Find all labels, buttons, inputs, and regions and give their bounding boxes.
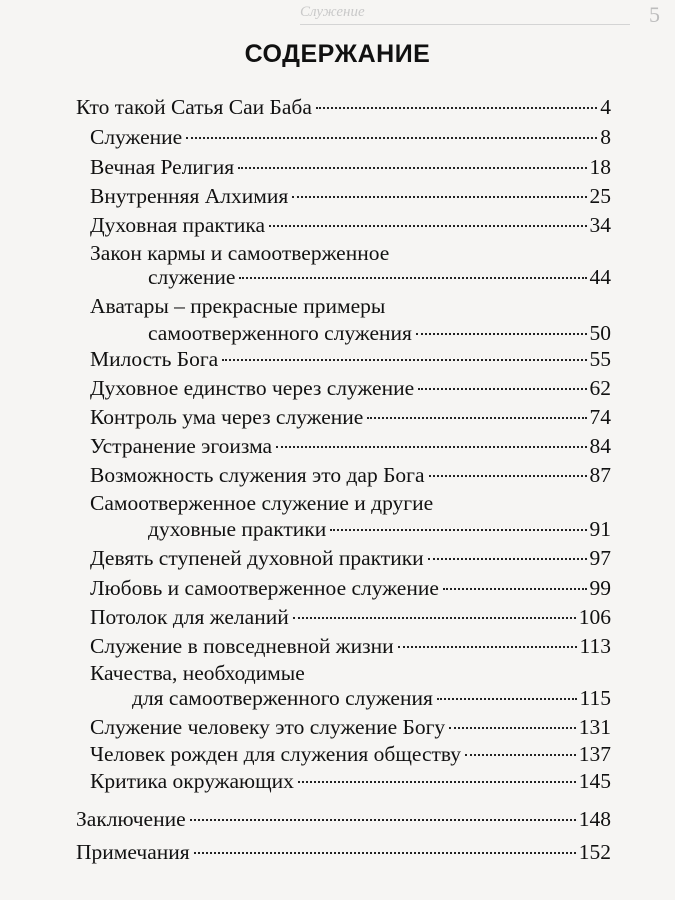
toc-entry-page: 113 <box>579 634 611 658</box>
leader-dots <box>443 588 587 590</box>
toc-entry-first-line: Закон кармы и самоотверженное <box>90 241 390 265</box>
toc-entry-conclusion[interactable] <box>76 806 611 832</box>
toc-entry-page: 18 <box>589 155 611 179</box>
toc-entry-page: 84 <box>589 434 611 458</box>
toc-entry-page: 87 <box>589 463 611 487</box>
toc-entry-page: 25 <box>589 184 611 208</box>
toc-entry-label: Милость Бога <box>90 347 219 371</box>
toc-entry-page: 148 <box>578 807 611 831</box>
toc-entry-label: Кто такой Сатья Саи Баба <box>76 95 312 119</box>
toc-entry-label: Критика окружающих <box>90 769 294 793</box>
toc-entry-chapter[interactable] <box>90 183 611 209</box>
toc-entry-notes[interactable] <box>76 839 611 865</box>
toc-entry-chapter[interactable] <box>90 154 611 180</box>
toc-entry-chapter[interactable] <box>90 714 611 740</box>
leader-dots <box>194 852 576 854</box>
bleed-through-header <box>300 2 660 27</box>
leader-dots <box>367 417 586 419</box>
toc-entry-page: 50 <box>589 321 611 345</box>
leader-dots <box>292 196 586 198</box>
toc-entry-label: самоотверженного служения <box>148 321 412 345</box>
toc-entry-page: 131 <box>578 715 611 739</box>
toc-entry-page: 74 <box>589 405 611 429</box>
toc-entry-page: 34 <box>589 213 611 237</box>
leader-dots <box>190 819 576 821</box>
page-title: СОДЕРЖАНИЕ <box>244 40 431 68</box>
toc-entry-chapter[interactable] <box>90 375 611 401</box>
toc-entry-page: 137 <box>578 742 611 766</box>
toc-entry-first-line: Самоотверженное служение и другие <box>90 491 434 515</box>
toc-entry-chapter[interactable] <box>90 404 611 430</box>
toc-entry-chapter[interactable] <box>148 516 611 542</box>
toc-entry-chapter[interactable] <box>148 320 611 346</box>
toc-entry-label: Служение человеку это служение Богу <box>90 715 446 739</box>
leader-dots <box>269 225 586 227</box>
toc-entry-label: Любовь и самоотверженное служение <box>90 576 439 600</box>
toc-entry-first-line: Качества, необходимые <box>90 661 305 685</box>
toc-entry-label: для самоотверженного служения <box>132 686 433 710</box>
toc-entry-chapter[interactable] <box>90 633 611 659</box>
toc-entry-chapter[interactable] <box>90 124 611 150</box>
leader-dots <box>428 558 587 560</box>
bleed-through-rule <box>300 24 630 25</box>
toc-entry-chapter[interactable] <box>90 604 611 630</box>
toc-entry-label: духовные практики <box>148 517 327 541</box>
leader-dots <box>186 137 597 139</box>
toc-entry-label: Контроль ума через служение <box>90 405 364 429</box>
leader-dots <box>330 529 586 531</box>
leader-dots <box>239 277 586 279</box>
toc-entry-label: Девять ступеней духовной практики <box>90 546 424 570</box>
toc-entry-label: Внутренняя Алхимия <box>90 184 289 208</box>
toc-entry-label: Духовное единство через служение <box>90 376 415 400</box>
toc-entry-chapter[interactable] <box>90 575 611 601</box>
toc-entry-page: 115 <box>579 686 611 710</box>
toc-entry-page: 145 <box>578 769 611 793</box>
leader-dots <box>398 646 577 648</box>
toc-entry-chapter[interactable] <box>90 212 611 238</box>
toc-entry-chapter[interactable] <box>90 462 611 488</box>
toc-entry-first-line: Аватары – прекрасные примеры <box>90 294 386 318</box>
toc-entry-chapter[interactable] <box>90 433 611 459</box>
leader-dots <box>222 359 586 361</box>
toc-entry-page: 106 <box>578 605 611 629</box>
toc-entry-label: Вечная Религия <box>90 155 235 179</box>
toc-entry-chapter[interactable] <box>90 741 611 767</box>
toc-entry-page: 152 <box>578 840 611 864</box>
toc-entry-chapter[interactable] <box>90 545 611 571</box>
leader-dots <box>293 617 576 619</box>
toc-entry-intro[interactable] <box>76 94 611 120</box>
toc-entry-page: 99 <box>589 576 611 600</box>
leader-dots <box>298 781 576 783</box>
toc-entry-page: 55 <box>589 347 611 371</box>
toc-entry-page: 4 <box>600 95 611 119</box>
toc-entry-label: Заключение <box>76 807 186 831</box>
toc-entry-label: Человек рожден для служения обществу <box>90 742 462 766</box>
leader-dots <box>437 698 577 700</box>
toc-entry-page: 97 <box>589 546 611 570</box>
leader-dots <box>418 388 586 390</box>
toc-entry-label: Примечания <box>76 840 190 864</box>
bleed-through-title: Служение <box>300 4 365 20</box>
toc-entry-page: 62 <box>589 376 611 400</box>
toc-entry-label: Потолок для желаний <box>90 605 289 629</box>
toc-entry-chapter[interactable] <box>90 768 611 794</box>
toc-entry-page: 8 <box>600 125 611 149</box>
leader-dots <box>238 167 586 169</box>
toc-entry-label: Возможность служения это дар Бога <box>90 463 425 487</box>
toc-entry-label: Служение в повседневной жизни <box>90 634 394 658</box>
leader-dots <box>316 107 597 109</box>
leader-dots <box>465 754 576 756</box>
toc-entry-chapter[interactable] <box>132 685 611 711</box>
toc-entry-chapter[interactable] <box>148 264 611 290</box>
leader-dots <box>449 727 576 729</box>
toc-entry-label: служение <box>148 265 236 289</box>
toc-entry-label: Духовная практика <box>90 213 266 237</box>
toc-entry-label: Устранение эгоизма <box>90 434 273 458</box>
toc-entry-page: 91 <box>589 517 611 541</box>
bleed-through-page-number: 5 <box>649 2 660 27</box>
leader-dots <box>276 446 586 448</box>
toc-entry-chapter[interactable] <box>90 346 611 372</box>
leader-dots <box>429 475 587 477</box>
toc-entry-page: 44 <box>589 265 611 289</box>
toc-entry-label: Служение <box>90 125 183 149</box>
leader-dots <box>416 333 587 335</box>
